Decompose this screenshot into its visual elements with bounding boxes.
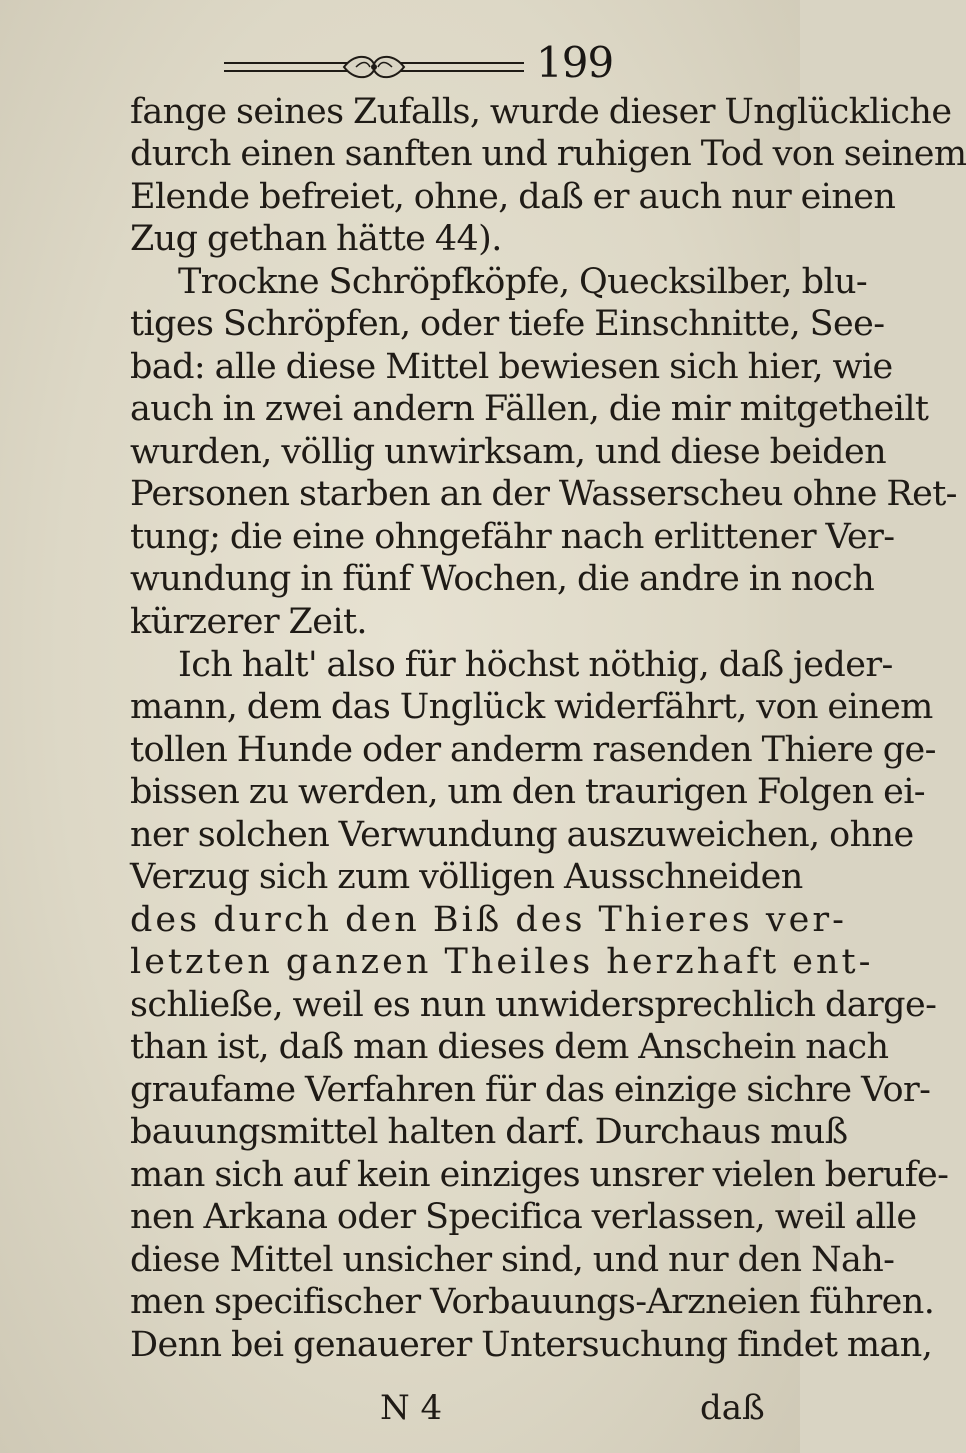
text-line: man sich auf kein einziges unsrer vielen berufe- [130, 1155, 949, 1195]
text-line: letzten ganzen Theiles herzhaft ent- [130, 942, 874, 982]
text-line: nen Arkana oder Specifica verlassen, weil alle [130, 1197, 917, 1237]
text-line: auch in zwei andern Fällen, die mir mitgetheilt [130, 389, 929, 429]
text-line: tung; die eine ohngefähr nach erlittener Ver- [130, 517, 895, 557]
text-line: kürzerer Zeit. [130, 602, 367, 642]
text-line: Denn bei genauerer Untersuchung findet man, [130, 1325, 933, 1365]
text-line: diese Mittel unsicher sind, und nur den Nah- [130, 1240, 895, 1280]
text-line: Personen starben an der Wasserscheu ohne Ret- [130, 474, 957, 514]
text-line: Zug gethan hätte 44). [130, 219, 502, 259]
text-line: men specifischer Vorbauungs-Arzneien führen. [130, 1282, 935, 1322]
catchword: daß [700, 1388, 765, 1428]
text-line: wundung in fünf Wochen, die andre in noch [130, 559, 875, 599]
text-line: Elende befreiet, ohne, daß er auch nur einen [130, 177, 896, 217]
page-number: 199 [536, 38, 614, 87]
text-line: ner solchen Verwundung auszuweichen, ohne [130, 815, 914, 855]
text-line: graufame Verfahren für das einzige sichre Vor- [130, 1070, 931, 1110]
text-line: Trockne Schröpfköpfe, Quecksilber, blu- [178, 262, 868, 302]
text-line: schließe, weil es nun unwidersprechlich darge- [130, 985, 937, 1025]
text-line: than ist, daß man dieses dem Anschein nach [130, 1027, 889, 1067]
text-line: Ich halt' also für höchst nöthig, daß jeder- [178, 645, 893, 685]
text-line: durch einen sanften und ruhigen Tod von seinem [130, 134, 966, 174]
text-line: tollen Hunde oder anderm rasenden Thiere ge- [130, 730, 936, 770]
text-line: fange seines Zufalls, wurde dieser Unglückliche [130, 92, 952, 132]
signature-mark: N 4 [380, 1388, 443, 1428]
text-line: des durch den Biß des Thieres ver- [130, 900, 847, 940]
header-ornament [224, 52, 524, 82]
text-line: bauungsmittel halten darf. Durchaus muß [130, 1112, 848, 1152]
text-line: tiges Schröpfen, oder tiefe Einschnitte, See- [130, 304, 885, 344]
text-line: mann, dem das Unglück widerfährt, von einem [130, 687, 933, 727]
text-line: wurden, völlig unwirksam, und diese beiden [130, 432, 887, 472]
text-line: bissen zu werden, um den traurigen Folgen ei- [130, 772, 926, 812]
text-line: Verzug sich zum völligen Ausschneiden [130, 857, 803, 897]
text-line: bad: alle diese Mittel bewiesen sich hier, wie [130, 347, 893, 387]
